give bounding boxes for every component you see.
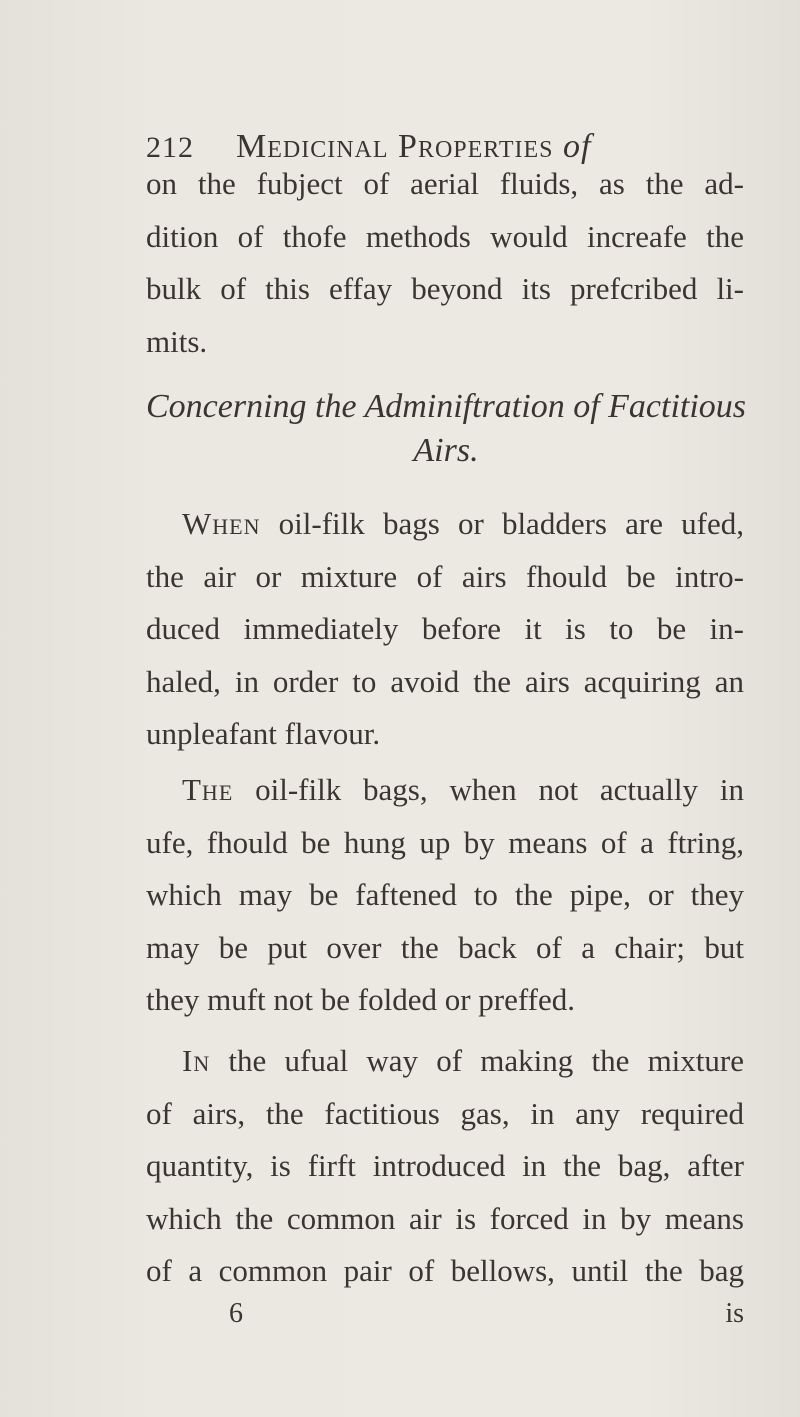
- section-heading-line: Concerning the Adminiftration of Factitious: [146, 388, 747, 425]
- text-line: [146, 498, 744, 551]
- text-line: which may be faftened to the pipe, or they: [146, 877, 744, 912]
- running-title-suffix: of: [563, 128, 592, 165]
- text-line: which the common air is forced in by means: [146, 1200, 744, 1236]
- catchword: is: [725, 1298, 744, 1329]
- text-line: [146, 1035, 744, 1088]
- running-title: Medicinal Properties: [236, 128, 554, 165]
- paragraph-continuation: [146, 158, 744, 368]
- text-fragment: the ufual way of making the mixture: [210, 1043, 744, 1078]
- page-number: 212: [146, 131, 194, 164]
- page-footer: [146, 1298, 744, 1338]
- signature-mark: 6: [229, 1298, 243, 1329]
- section-heading-line: Airs.: [413, 432, 479, 469]
- lead-word: The: [182, 772, 234, 807]
- text-line: they muft not be folded or preffed.: [146, 982, 575, 1017]
- text-fragment: oil-filk bags or bladders are ufed,: [260, 506, 744, 541]
- text-line: of airs, the factitious gas, in any required: [146, 1095, 744, 1131]
- text-line: may be put over the back of a chair; but: [146, 929, 744, 965]
- text-line: haled, in order to avoid the airs acquiring an: [146, 663, 744, 699]
- text-line: bulk of this effay beyond its prefcribed li-: [146, 271, 744, 306]
- lead-word: When: [182, 506, 261, 541]
- section-heading: [146, 385, 746, 473]
- text-line: unpleafant flavour.: [146, 716, 381, 751]
- text-line: the air or mixture of airs fhould be intro-: [146, 558, 744, 594]
- paragraph: [146, 1035, 744, 1298]
- text-line: ufe, fhould be hung up by means of a ftring,: [146, 824, 744, 860]
- lead-word: In: [182, 1043, 211, 1078]
- text-line: of a common pair of bellows, until the bag: [146, 1253, 744, 1288]
- paragraph: [146, 764, 744, 1027]
- text-fragment: oil-filk bags, when not actually in: [233, 772, 744, 807]
- paragraph: [146, 498, 744, 761]
- text-line: dition of thofe methods would increafe the: [146, 218, 744, 254]
- text-line: mits.: [146, 323, 208, 359]
- text-line: [146, 764, 744, 817]
- text-line: duced immediately before it is to be in-: [146, 611, 744, 646]
- text-line: on the fubject of aerial fluids, as the ad-: [146, 166, 744, 201]
- text-line: quantity, is firft introduced in the bag, after: [146, 1148, 744, 1183]
